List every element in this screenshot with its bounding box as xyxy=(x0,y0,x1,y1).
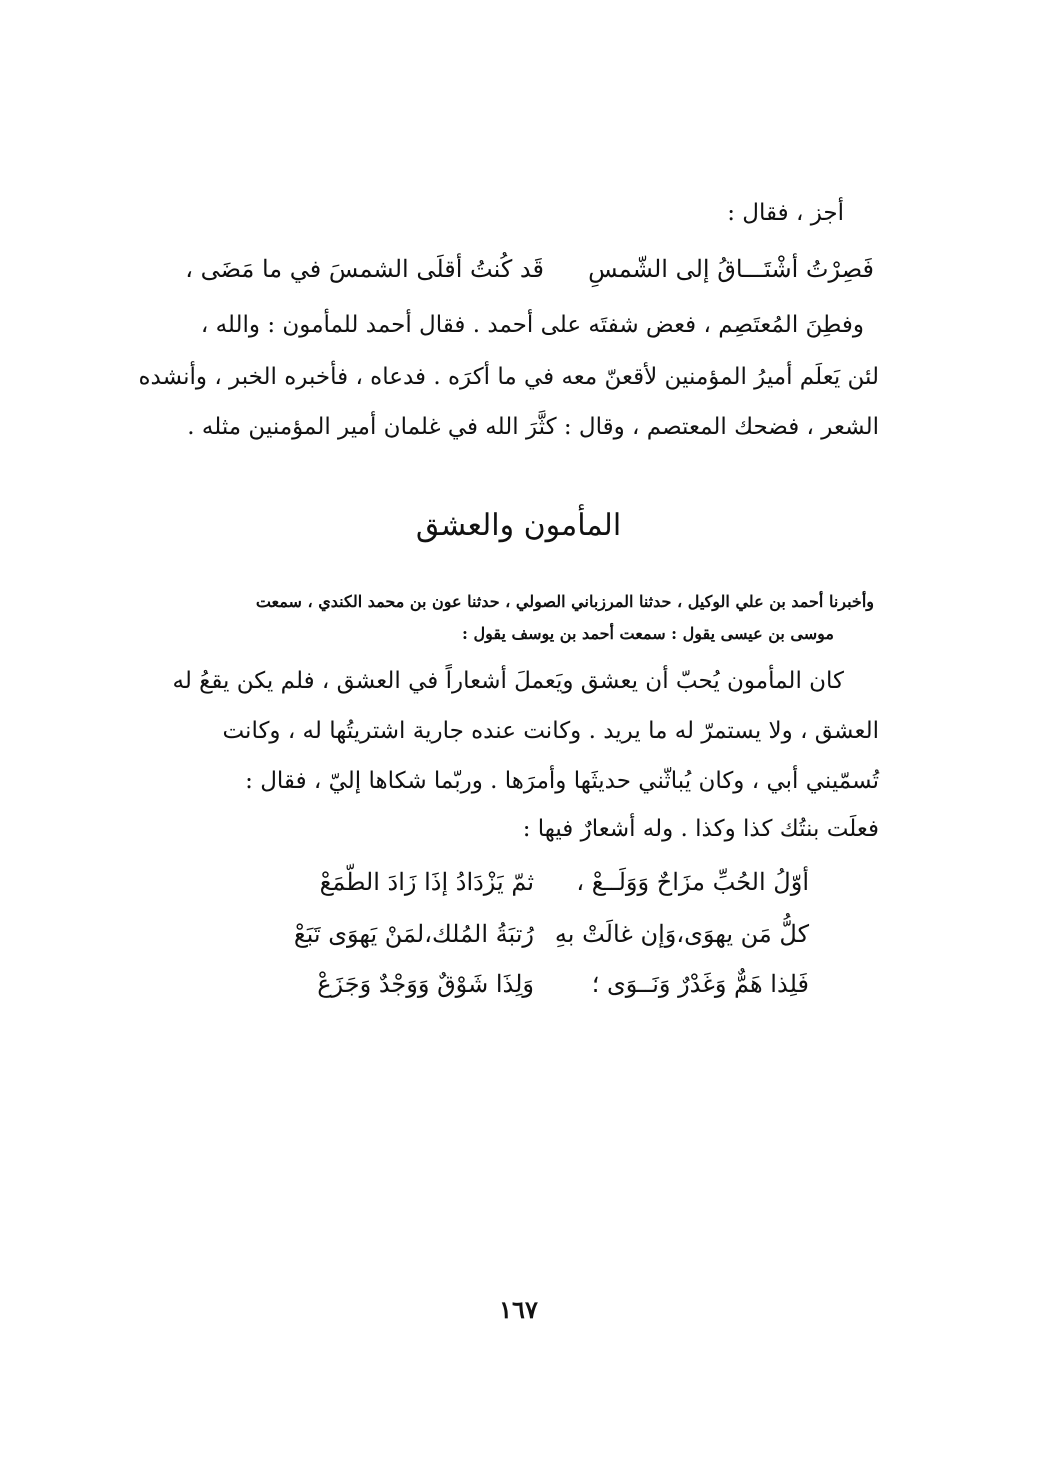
verse-hemistich-second: وَلِذَا شَوْقٌ وَوَجْدٌ وَجَزَعْ xyxy=(317,970,534,998)
verse-hemistich-first: أوّلُ الحُبِّ مزَاحٌ وَوَلَــعْ ، xyxy=(576,868,809,896)
paragraph-line: الشعر ، فضحك المعتصم ، وقال : كثَّرَ الله في غلمان أمير المؤمنين مثله . xyxy=(187,414,879,440)
paragraph-line: تُسمّيني أبي ، وكان يُباثّني حديثَها وأمرَها . وربّما شكاها إليّ ، فقال : xyxy=(245,768,879,794)
verse-hemistich-first: قَد كُنتُ أقلَى الشمسَ في ما مَضَى ، xyxy=(185,255,544,283)
verse-hemistich-second: فَصِرْتُ أشْتَـــاقُ إلى الشّمسِ xyxy=(588,255,874,283)
intro-line: أجز ، فقال : xyxy=(727,200,844,226)
paragraph-line: وفطِنَ المُعتَصِم ، فعض شفتَه على أحمد . فقال أحمد للمأمون : والله ، xyxy=(200,312,864,338)
verse-hemistich-second: ثمّ يَزْدَادُ إذَا زَادَ الطّمَعْ xyxy=(319,868,534,896)
verse-hemistich-first: كلُّ مَن يهوَى،وَإن غالَتْ بهِ xyxy=(554,920,809,948)
isnad-line: وأخبرنا أحمد بن علي الوكيل ، حدثنا المرزباني الصولي ، حدثنا عون بن محمد الكندي ، سمعت xyxy=(255,592,874,611)
paragraph-line: العشق ، ولا يستمرّ له ما يريد . وكانت عنده جارية اشتريتُها له ، وكانت xyxy=(222,718,879,744)
paragraph-line: لئن يَعلَم أميرُ المؤمنين لأقعنّ معه في ما أكرَه . فدعاه ، فأخبره الخبر ، وأنشده xyxy=(138,364,879,390)
verse-hemistich-first: فَلِذا هَمٌّ وَغَدْرٌ وَنَــوَى ؛ xyxy=(591,970,809,998)
page-number: ١٦٧ xyxy=(499,1295,538,1324)
section-heading: المأمون والعشق xyxy=(415,508,622,543)
paragraph-line: فعلَت بنتُك كذا وكذا . وله أشعارٌ فيها : xyxy=(522,816,879,842)
paragraph-line: كان المأمون يُحبّ أن يعشق ويَعملَ أشعاراً في العشق ، فلم يكن يقعُ له xyxy=(172,668,844,694)
verse-hemistich-second: رُتبَةُ المُلك،لمَنْ يَهوَى تَبَعْ xyxy=(293,920,534,948)
isnad-line: موسى بن عيسى يقول : سمعت أحمد بن يوسف يقول : xyxy=(462,624,834,643)
